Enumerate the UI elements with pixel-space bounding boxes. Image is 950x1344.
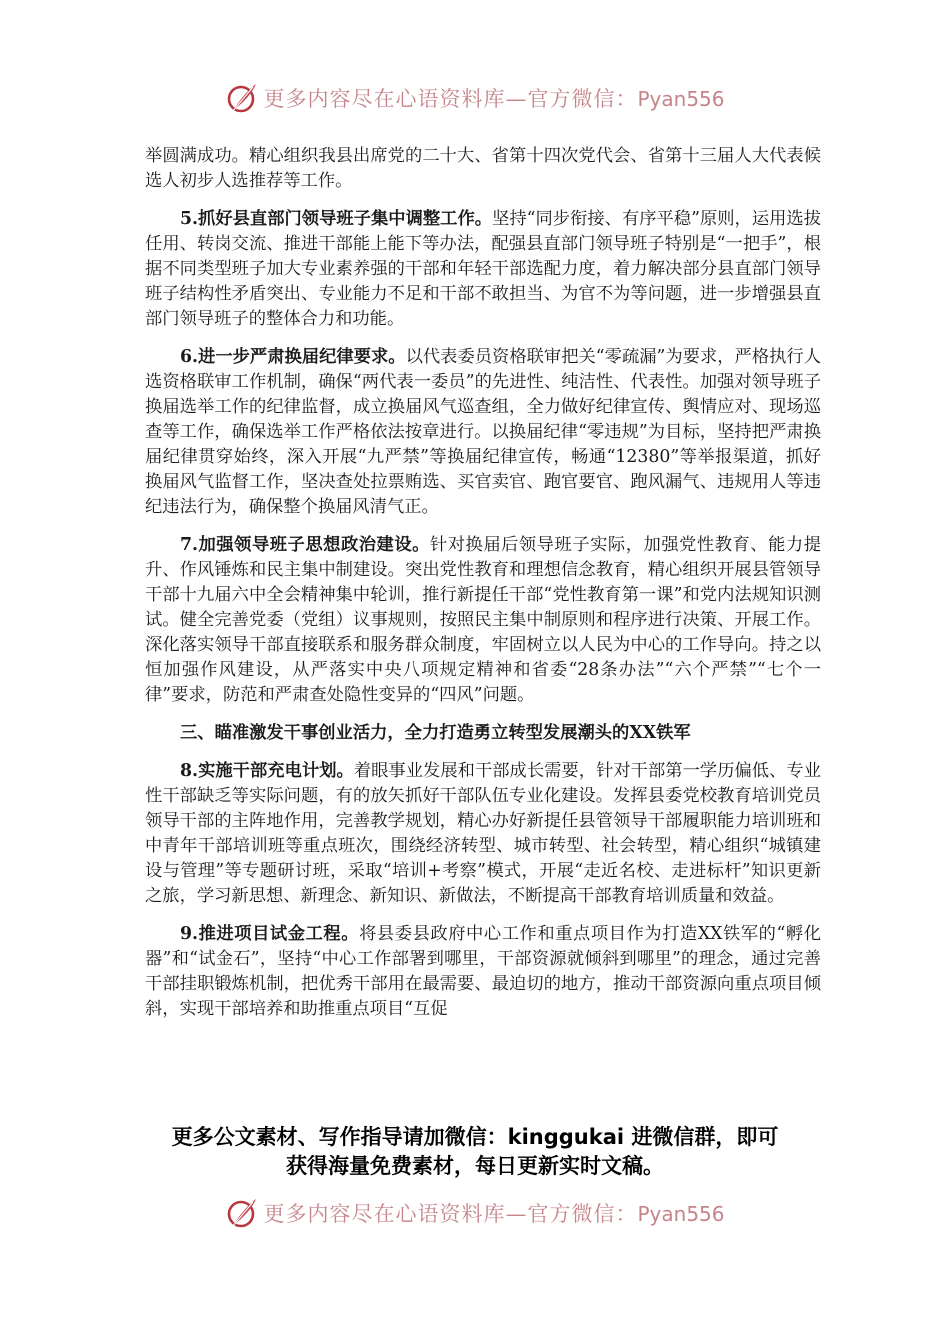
item-6-lead: 6.进一步严肃换届纪律要求。 (180, 347, 406, 367)
document-body (145, 144, 821, 1035)
item-9-lead: 9.推进项目试金工程。 (180, 924, 360, 944)
paragraph-continued: 举圆满成功。精心组织我县出席党的二十大、省第十四次党代会、省第十三届人大代表候选人初步人选推荐等工作。 (145, 146, 821, 191)
promo-notice (110, 1123, 840, 1181)
item-9-text: 将县委县政府中心工作和重点项目作为打造XX铁军的“孵化器”和“试金石”，坚持“中心工作部署到哪里，干部资源就倾斜到哪里”的理念，通过完善干部挂职锻炼机制，把优秀干部用在最需要、最迫切的地方，推动干部资源向重点项目倾斜，实现干部培养和助推重点项目“互促 (145, 924, 821, 1019)
footer-banner (0, 1193, 950, 1233)
feather-logo-icon (225, 81, 259, 115)
paragraph-item-9 (145, 922, 821, 1022)
footer-banner-text: 更多内容尽在心语资料库—官方微信：Pyan556 (263, 1202, 725, 1226)
paragraph-item-8 (145, 759, 821, 909)
item-5-lead: 5.抓好县直部门领导班子集中调整工作。 (180, 209, 493, 229)
paragraph-item-5 (145, 207, 821, 332)
header-banner (0, 78, 950, 118)
paragraph-item-7 (145, 533, 821, 708)
item-7-text: 针对换届后领导班子实际，加强党性教育、能力提升、作风锤炼和民主集中制建设。突出党性教育和理想信念教育，精心组织开展县管领导干部十九届六中全会精神集中轮训，推行新提任干部“党性教育第一课”和党内法规知识测试。健全完善党委（党组）议事规则，按照民主集中制原则和程序进行决策、开展工作。深化落实领导干部直接联系和服务群众制度，牢固树立以人民为中心的工作导向。持之以恒加强作风建设，从严落实中央八项规定精神和省委“28条办法”“六个严禁”“七个一律”要求，防范和严肃查处隐性变异的“四风”问题。 (145, 535, 821, 705)
promo-line-2: 获得海量免费素材，每日更新实时文稿。 (286, 1154, 664, 1178)
item-7-lead: 7.加强领导班子思想政治建设。 (180, 535, 430, 555)
item-8-lead: 8.实施干部充电计划。 (180, 761, 354, 781)
section-heading-3: 三、瞄准激发干事创业活力，全力打造勇立转型发展潮头的XX铁军 (180, 723, 691, 743)
header-banner-text: 更多内容尽在心语资料库—官方微信：Pyan556 (263, 87, 725, 111)
paragraph-item-6 (145, 345, 821, 520)
item-8-text: 着眼事业发展和干部成长需要，针对干部第一学历偏低、专业性干部缺乏等实际问题，有的放矢抓好干部队伍专业化建设。发挥县委党校教育培训党员领导干部的主阵地作用，完善教学规划，精心办好新提任县管领导干部履职能力培训班和中青年干部培训班等重点班次，围绕经济转型、城市转型、社会转型，精心组织“城镇建设与管理”等专题研讨班，采取“培训+考察”模式，开展“走近名校、走进标杆”知识更新之旅，学习新思想、新理念、新知识、新做法，不断提高干部教育培训质量和效益。 (145, 761, 821, 906)
item-5-text: 坚持“同步衔接、有序平稳”原则，运用选拔任用、转岗交流、推进干部能上能下等办法，配强县直部门领导班子特别是“一把手”，根据不同类型班子加大专业素养强的干部和年轻干部选配力度，着力解决部分县直部门领导班子结构性矛盾突出、专业能力不足和干部不敢担当、为官不为等问题，进一步增强县直部门领导班子的整体合力和功能。 (145, 209, 822, 329)
feather-logo-icon (225, 1196, 259, 1230)
item-6-text: 以代表委员资格联审把关“零疏漏”为要求，严格执行人选资格联审工作机制，确保“两代表一委员”的先进性、纯洁性、代表性。加强对领导班子换届选举工作的纪律监督，成立换届风气巡查组，全力做好纪律宣传、舆情应对、现场巡查等工作，确保选举工作严格依法按章进行。以换届纪律“零违规”为目标，坚持把严肃换届纪律贯穿始终，深入开展“九严禁”等换届纪律宣传，畅通“12380”等举报渠道，抓好换届风气监督工作，坚决查处拉票贿选、买官卖官、跑官要官、跑风漏气、违规用人等违纪违法行为，确保整个换届风清气正。 (145, 347, 822, 517)
promo-line-1: 更多公文素材、写作指导请加微信：kinggukai 进微信群，即可 (171, 1125, 779, 1149)
